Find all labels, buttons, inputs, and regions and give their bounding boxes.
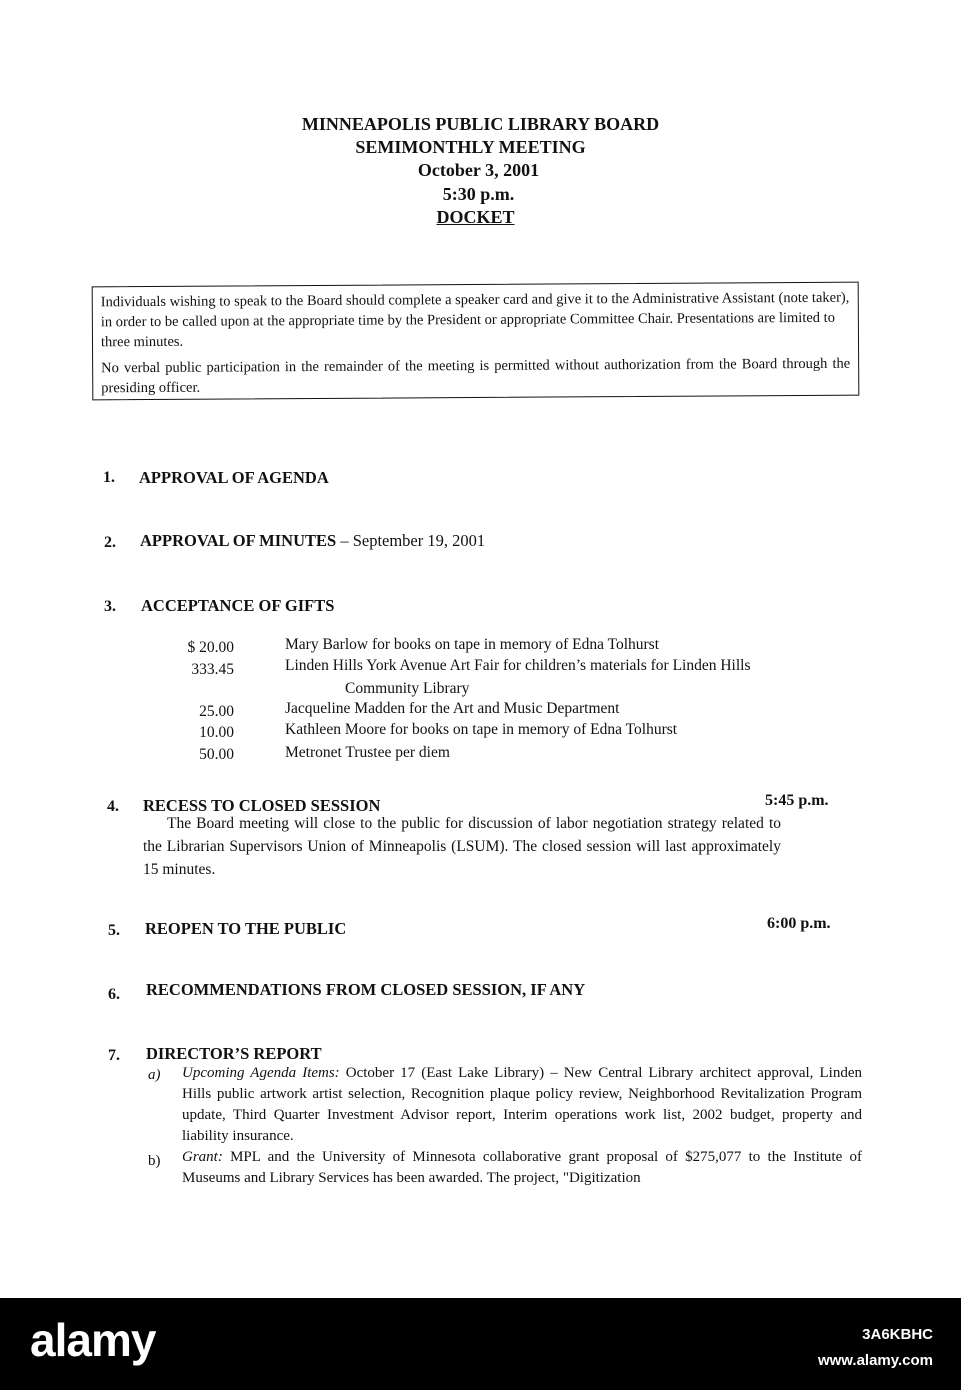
notice-paragraph-2: No verbal public participation in the remainder of the meeting is permitted without authorization from the Board through the presiding officer. <box>101 355 851 397</box>
report-label-a: a) <box>148 1067 161 1083</box>
speaker-notice-box <box>92 282 860 401</box>
gift-description: Metronet Trustee per diem <box>285 744 450 761</box>
reopen-time: 6:00 p.m. <box>767 915 831 932</box>
gift-amount: 333.45 <box>191 661 234 678</box>
gift-amount: 25.00 <box>199 703 234 720</box>
gift-description: Mary Barlow for books on tape in memory of Edna Tolhurst <box>285 636 660 653</box>
gift-description: Kathleen Moore for books on tape in memory of Edna Tolhurst <box>285 721 678 738</box>
gift-amount: $ 20.00 <box>187 639 234 656</box>
recess-description: The Board meeting will close to the public for discussion of labor negotiation strategy related to the Librarian Supervisors Union of Minneapolis (LSUM). The closed session will last approximately 15 minutes. <box>143 815 781 878</box>
meeting-type: SEMIMONTHLY MEETING <box>355 137 586 157</box>
item-title-approval-minutes <box>140 531 485 551</box>
report-item-title: Grant: <box>182 1149 223 1165</box>
report-item-text: MPL and the University of Minnesota collaborative grant proposal of $275,077 to the Institute of Museums and Library Services has been awarded. The project, "Digitization <box>182 1149 862 1186</box>
report-item-text: October 17 (East Lake Library) – New Central Library architect approval, Linden Hills public artwork artist selection, Recognition plaque policy review, Neighborhood Revitalization Program update, Third Quarter Investment Advisor report, Interim operations work list, 2002 budget, property and liability insurance. <box>182 1065 862 1144</box>
item-number: 3. <box>104 598 116 615</box>
item-title-directors-report: DIRECTOR’S REPORT <box>146 1044 322 1063</box>
notice-paragraph-1: Individuals wishing to speak to the Board should complete a speaker card and give it to the Administrative Assistant (note taker), in order to be called upon at the appropriate time by the President or appropriate Committee Chair. Presentations are limited to three minutes. <box>100 289 850 351</box>
item-number: 2. <box>104 534 116 551</box>
report-item-upcoming-agenda <box>182 1063 862 1147</box>
image-id: 3A6KBHC <box>862 1326 933 1343</box>
gift-amount: 50.00 <box>199 746 234 763</box>
item-title-reopen: REOPEN TO THE PUBLIC <box>145 919 347 938</box>
gift-description: Linden Hills York Avenue Art Fair for children’s materials for Linden Hills <box>285 657 751 674</box>
report-item-grant <box>182 1147 862 1189</box>
watermark-url: www.alamy.com <box>817 1352 933 1369</box>
item-number: 7. <box>108 1047 120 1064</box>
item-title-gifts: ACCEPTANCE OF GIFTS <box>141 596 335 615</box>
report-item-title: Upcoming Agenda Items: <box>182 1065 340 1081</box>
item-title-recommendations: RECOMMENDATIONS FROM CLOSED SESSION, IF ANY <box>146 980 586 999</box>
gift-description-continued: Community Library <box>345 680 470 697</box>
gift-amount: 10.00 <box>199 724 234 741</box>
item-number: 5. <box>108 922 120 939</box>
item-number: 6. <box>108 986 120 1003</box>
recess-time: 5:45 p.m. <box>765 792 829 809</box>
docket-label: DOCKET <box>436 207 515 227</box>
meeting-time: 5:30 p.m. <box>442 184 515 204</box>
minutes-date: – September 19, 2001 <box>336 531 486 550</box>
item-title-approval-agenda: APPROVAL OF AGENDA <box>139 468 329 487</box>
report-label-b: b) <box>148 1153 161 1169</box>
item-number: 1. <box>103 469 115 486</box>
board-title: MINNEAPOLIS PUBLIC LIBRARY BOARD <box>301 114 660 134</box>
gift-description: Jacqueline Madden for the Art and Music Department <box>285 700 620 717</box>
alamy-logo: alamy <box>30 1314 156 1366</box>
item-title-text: APPROVAL OF MINUTES <box>140 531 337 550</box>
item-number: 4. <box>107 798 119 815</box>
item-title-recess: RECESS TO CLOSED SESSION <box>143 796 381 815</box>
meeting-date: October 3, 2001 <box>417 160 540 180</box>
